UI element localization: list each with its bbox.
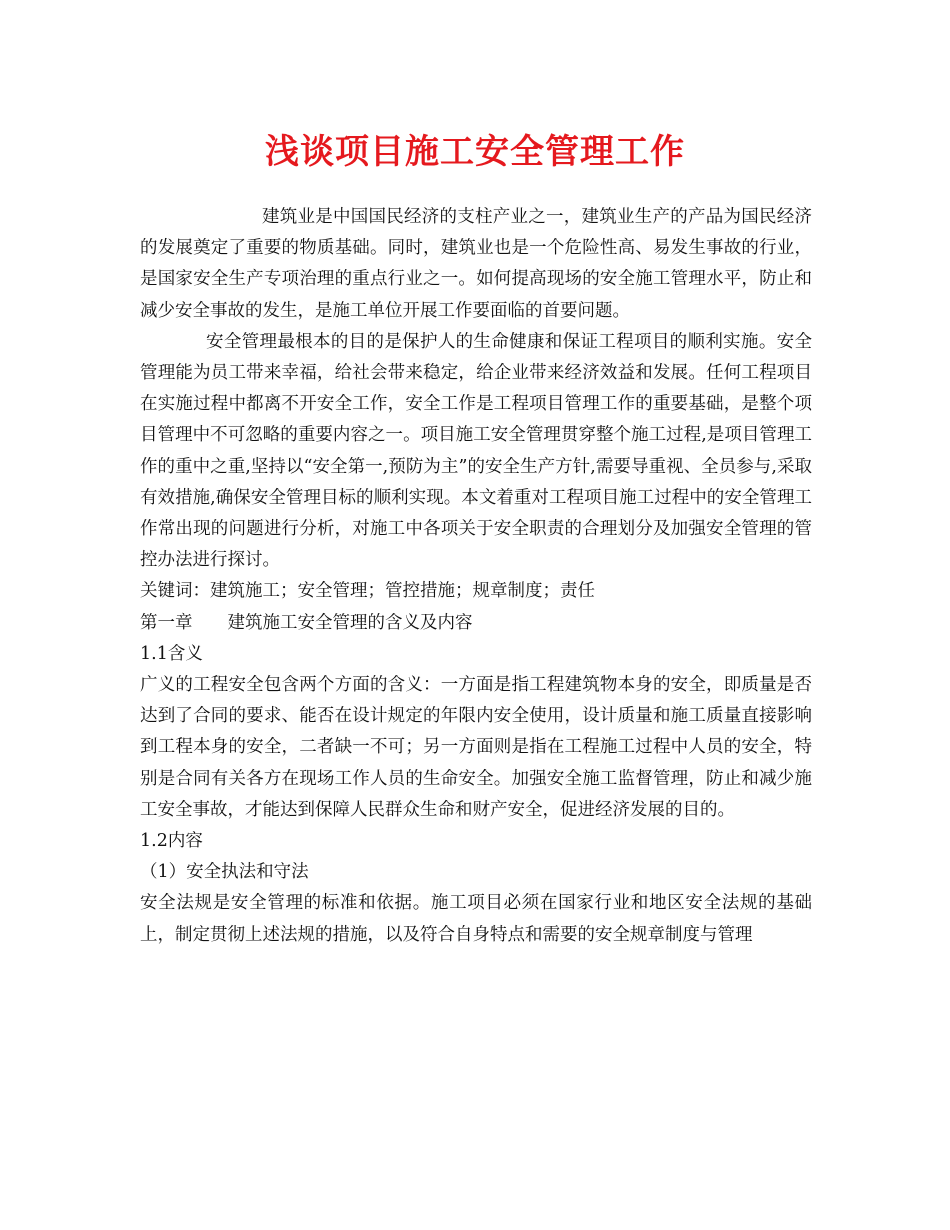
item-1-paragraph: 安全法规是安全管理的标准和依据。施工项目必须在国家行业和地区安全法规的基础上，制定贯彻上述法规的措施，以及符合自身特点和需要的安全规章制度与管理 [140,893,812,945]
document-body [140,202,812,951]
item-heading-1: （1）安全执法和守法 [140,862,309,883]
section-heading-1-2: 1.2内容 [140,831,203,852]
chapter-heading: 第一章 建筑施工安全管理的含义及内容 [140,612,473,633]
section-heading-1-1: 1.1含义 [140,643,203,664]
keywords-line: 关键词：建筑施工；安全管理；管控措施；规章制度；责任 [140,581,595,602]
section-1-1-paragraph: 广义的工程安全包含两个方面的含义：一方面是指工程建筑物本身的安全，即质量是否达到了合同的要求、能否在设计规定的年限内安全使用，设计质量和施工质量直接影响到工程本身的安全，二者缺一不可；另一方面则是指在工程施工过程中人员的安全，特别是合同有关各方在现场工作人员的生命安全。加强安全施工监督管理，防止和减少施工安全事故，才能达到保障人民群众生命和财产安全，促进经济发展的目的。 [140,675,812,820]
intro-paragraph-1: 建筑业是中国国民经济的支柱产业之一，建筑业生产的产品为国民经济的发展奠定了重要的物质基础。同时，建筑业也是一个危险性高、易发生事故的行业，是国家安全生产专项治理的重点行业之一。如何提高现场的安全施工管理水平，防止和减少安全事故的发生，是施工单位开展工作要面临的首要问题。 [140,207,812,321]
intro-paragraph-2: 安全管理最根本的目的是保护人的生命健康和保证工程项目的顺利实施。安全管理能为员工带来幸福，给社会带来稳定，给企业带来经济效益和发展。任何工程项目在实施过程中都离不开安全工作，安全工作是工程项目管理工作的重要基础，是整个项目管理中不可忽略的重要内容之一。项目施工安全管理贯穿整个施工过程,是项目管理工作的重中之重,坚持以“安全第一,预防为主”的安全生产方针,需要导重视、全员参与,采取有效措施,确保安全管理目标的顺利实现。本文着重对工程项目施工过程中的安全管理工作常出现的问题进行分析，对施工中各项关于安全职责的合理划分及加强安全管理的管控办法进行探讨。 [140,331,812,571]
document-title: 浅谈项目施工安全管理工作 [265,132,685,172]
